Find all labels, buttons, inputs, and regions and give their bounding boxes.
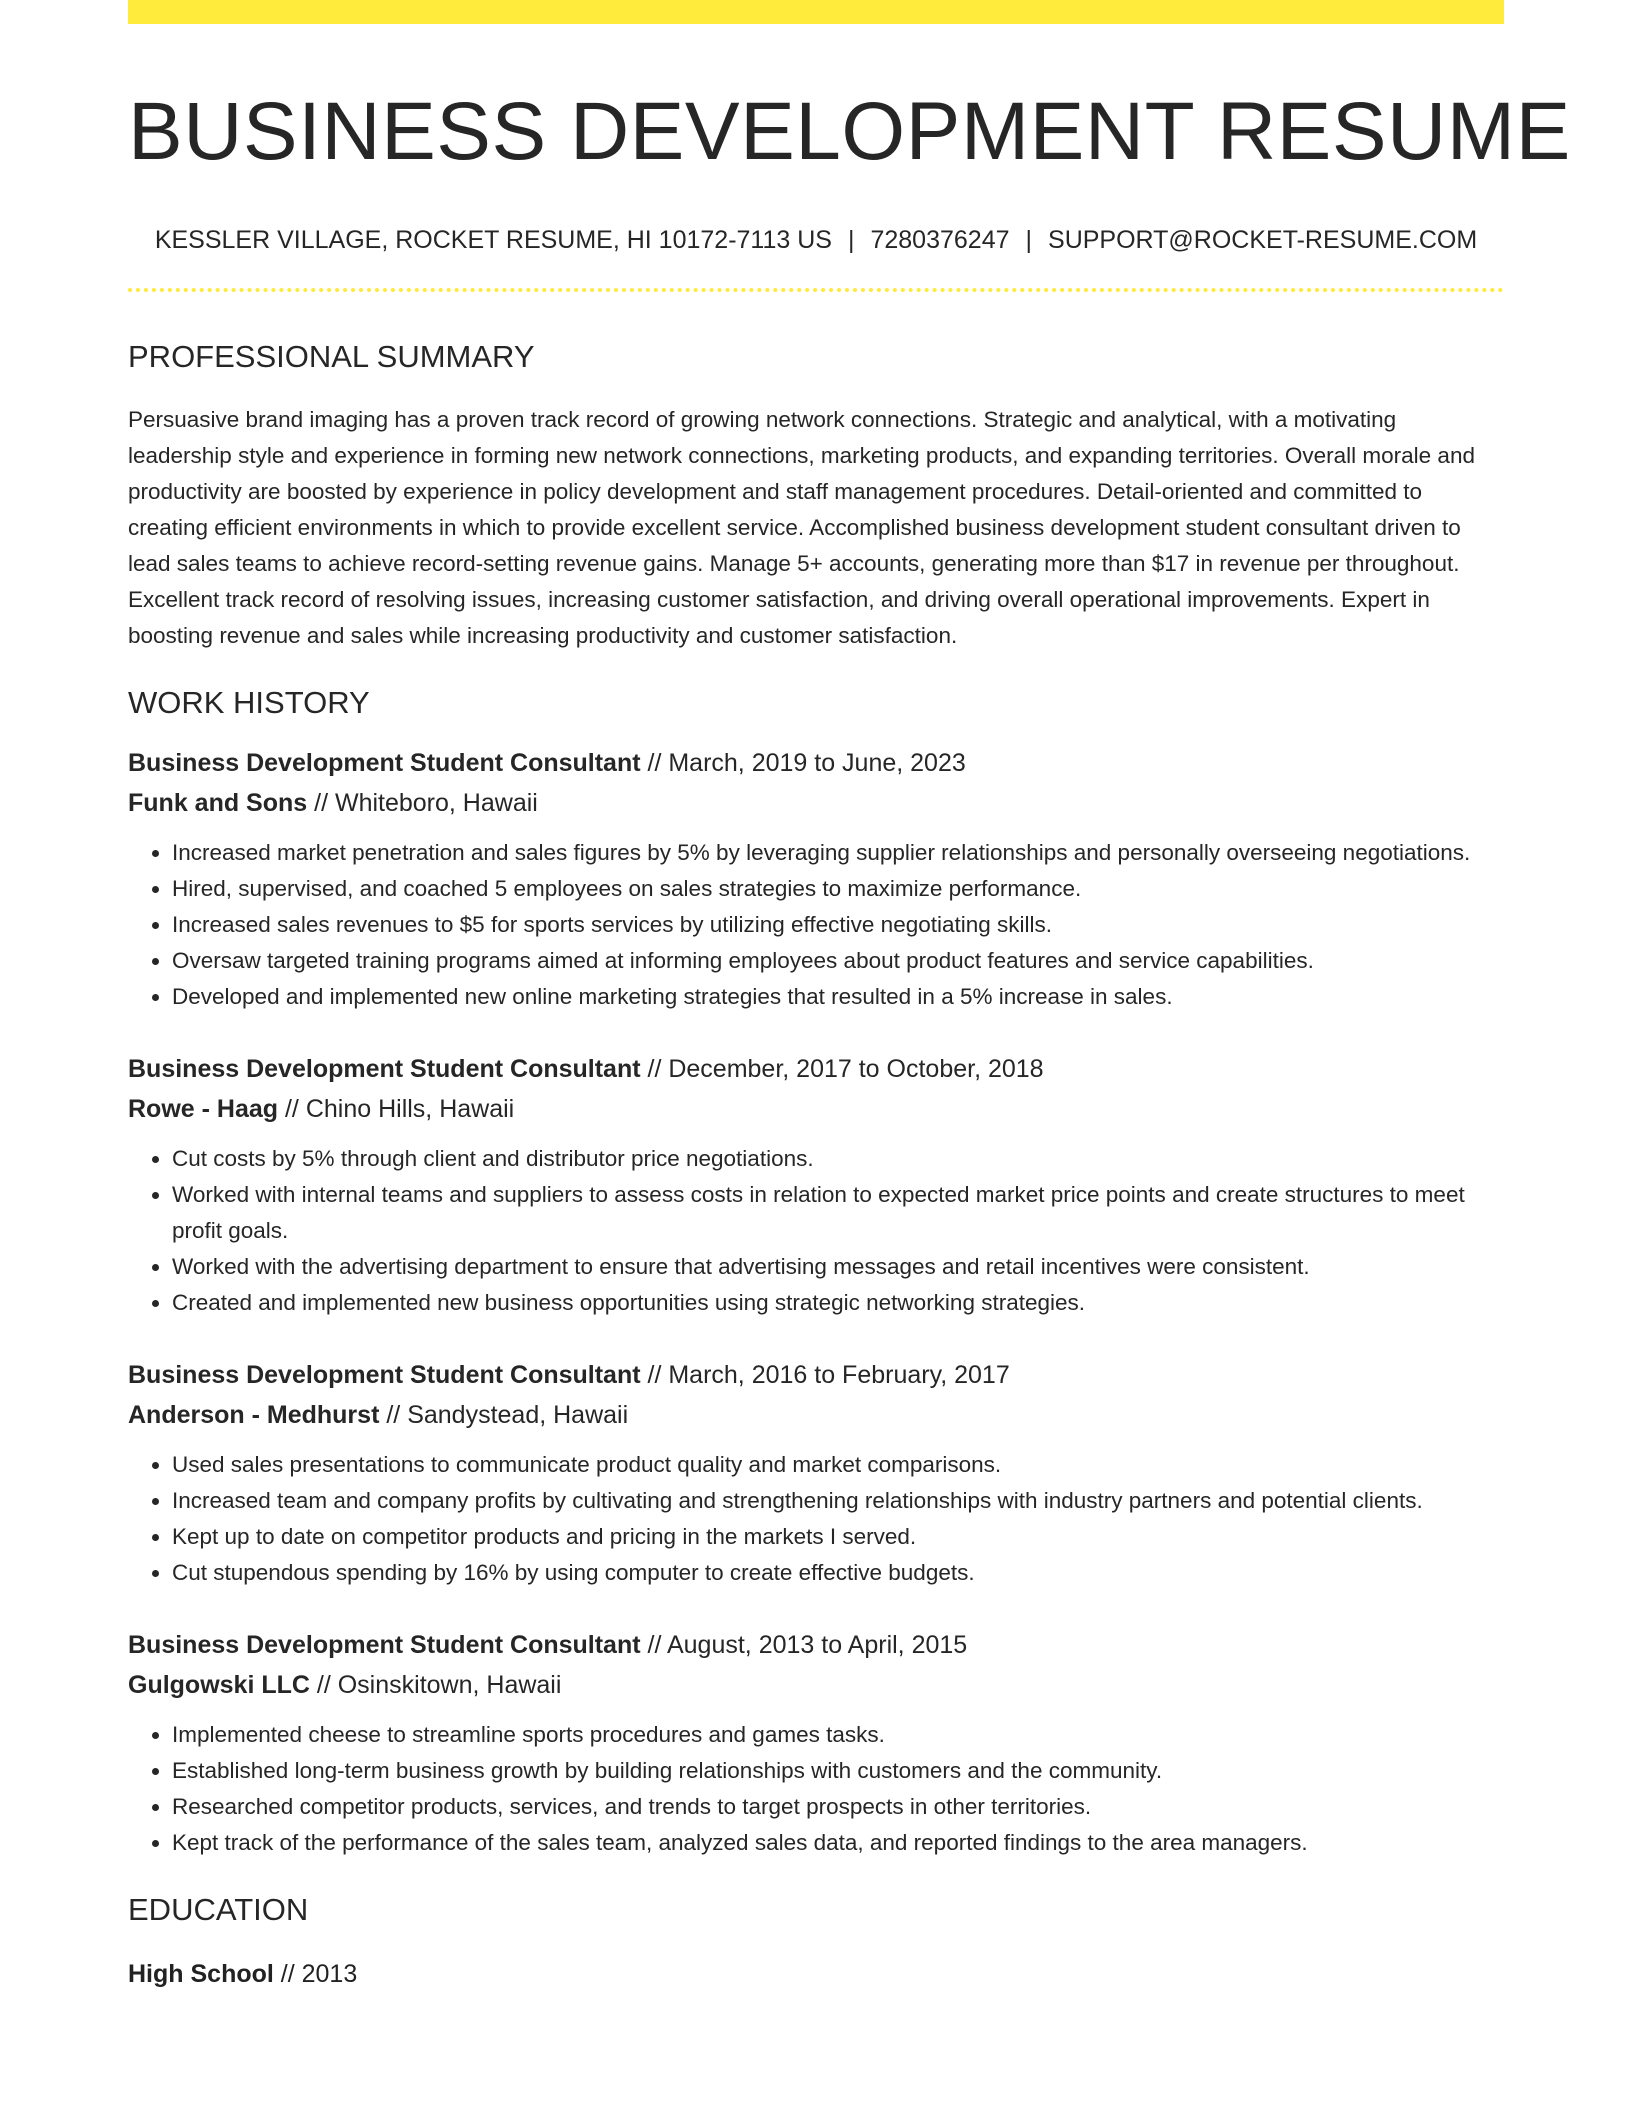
resume-page <box>128 0 1571 1994</box>
job-bullet: • Cut costs by 5% through client and distributor price negotiations. <box>172 1141 1504 1177</box>
dotted-divider <box>128 288 1504 292</box>
job-bullet: • Created and implemented new business opportunities using strategic networking strategies. <box>172 1285 1504 1321</box>
job-bullet: • Established long-term business growth by building relationships with customers and the community. <box>172 1753 1504 1789</box>
school-name: High School <box>128 1959 274 1988</box>
company-name: Anderson - Medhurst <box>128 1400 380 1429</box>
job-bullet: • Kept up to date on competitor products and pricing in the markets I served. <box>172 1519 1504 1555</box>
work-history-list <box>128 743 1504 1861</box>
company-location: // Chino Hills, Hawaii <box>278 1094 515 1123</box>
contact-address: KESSLER VILLAGE, ROCKET RESUME, HI 10172-7113 US <box>154 226 832 255</box>
job-bullets <box>128 1717 1504 1861</box>
job-bullet: • Increased team and company profits by cultivating and strengthening relationships with industry partners and potential clients. <box>172 1483 1504 1519</box>
job-entry <box>128 1355 1504 1591</box>
company-line <box>128 783 1504 823</box>
company-location: // Sandystead, Hawaii <box>379 1400 629 1429</box>
job-title-line <box>128 1355 1504 1395</box>
job-bullet: • Worked with internal teams and suppliers to assess costs in relation to expected market price points and create structures to meet profit goals. <box>172 1177 1504 1249</box>
job-bullets <box>128 835 1504 1015</box>
company-line <box>128 1395 1504 1435</box>
job-title-line <box>128 743 1504 783</box>
company-line <box>128 1089 1504 1129</box>
contact-phone: 7280376247 <box>870 226 1010 255</box>
job-bullet: • Developed and implemented new online marketing strategies that resulted in a 5% increase in sales. <box>172 979 1504 1015</box>
job-bullet: • Researched competitor products, services, and trends to target prospects in other territories. <box>172 1789 1504 1825</box>
job-bullet: • Cut stupendous spending by 16% by using computer to create effective budgets. <box>172 1555 1504 1591</box>
summary-text: Persuasive brand imaging has a proven track record of growing network connections. Strategic and analytical, with a motivating leadership style and experience in forming new network connections, marketing products, and expanding territories. Overall morale and productivity are boosted by experience in policy development and staff management procedures. Detail-oriented and committed to creating efficient environments in which to provide excellent service. Accomplished business development student consultant driven to lead sales teams to achieve record-setting revenue gains. Manage 5+ accounts, generating more than $17 in revenue per throughout. Excellent track record of resolving issues, increasing customer satisfaction, and driving overall operational improvements. Expert in boosting revenue and sales while increasing productivity and customer satisfaction. <box>128 406 1475 648</box>
job-bullet: • Oversaw targeted training programs aimed at informing employees about product features and service capabilities. <box>172 943 1504 979</box>
company-location: // Osinskitown, Hawaii <box>309 1670 562 1699</box>
job-bullet: • Used sales presentations to communicate product quality and market comparisons. <box>172 1447 1504 1483</box>
summary-heading: PROFESSIONAL SUMMARY <box>128 339 535 375</box>
school-year: // 2013 <box>273 1959 358 1988</box>
work-history-heading: WORK HISTORY <box>128 684 370 720</box>
job-title: Business Development Student Consultant <box>128 1630 641 1659</box>
education-entry <box>128 1954 1504 1994</box>
contact-email: SUPPORT@ROCKET-RESUME.COM <box>1048 226 1478 255</box>
company-name: Funk and Sons <box>128 788 308 817</box>
job-title: Business Development Student Consultant <box>128 748 641 777</box>
company-name: Gulgowski LLC <box>128 1670 310 1699</box>
job-bullet: • Kept track of the performance of the sales team, analyzed sales data, and reported findings to the area managers. <box>172 1825 1504 1861</box>
job-entry <box>128 1625 1504 1861</box>
job-bullet: • Hired, supervised, and coached 5 employees on sales strategies to maximize performance. <box>172 871 1504 907</box>
resume-title: BUSINESS DEVELOPMENT RESUME <box>128 86 1571 177</box>
job-bullets <box>128 1447 1504 1591</box>
job-dates: // December, 2017 to October, 2018 <box>640 1054 1044 1083</box>
job-title: Business Development Student Consultant <box>128 1360 641 1389</box>
job-entry <box>128 1049 1504 1321</box>
contact-separator: | <box>847 226 855 255</box>
company-location: // Whiteboro, Hawaii <box>307 788 538 817</box>
job-entry <box>128 743 1504 1015</box>
top-accent-bar <box>128 0 1504 24</box>
job-title-line <box>128 1049 1504 1089</box>
job-bullets <box>128 1141 1504 1321</box>
job-bullet: • Increased market penetration and sales figures by 5% by leveraging supplier relationships and personally overseeing negotiations. <box>172 835 1504 871</box>
job-title-line <box>128 1625 1504 1665</box>
job-dates: // March, 2019 to June, 2023 <box>640 748 966 777</box>
contact-line <box>128 225 1504 255</box>
contact-separator: | <box>1025 226 1033 255</box>
job-dates: // August, 2013 to April, 2015 <box>640 1630 968 1659</box>
company-line <box>128 1665 1504 1705</box>
job-dates: // March, 2016 to February, 2017 <box>640 1360 1010 1389</box>
education-heading: EDUCATION <box>128 1891 309 1927</box>
company-name: Rowe - Haag <box>128 1094 279 1123</box>
job-bullet: • Implemented cheese to streamline sports procedures and games tasks. <box>172 1717 1504 1753</box>
job-bullet: • Worked with the advertising department to ensure that advertising messages and retail incentives were consistent. <box>172 1249 1504 1285</box>
job-bullet: • Increased sales revenues to $5 for sports services by utilizing effective negotiating skills. <box>172 907 1504 943</box>
job-title: Business Development Student Consultant <box>128 1054 641 1083</box>
